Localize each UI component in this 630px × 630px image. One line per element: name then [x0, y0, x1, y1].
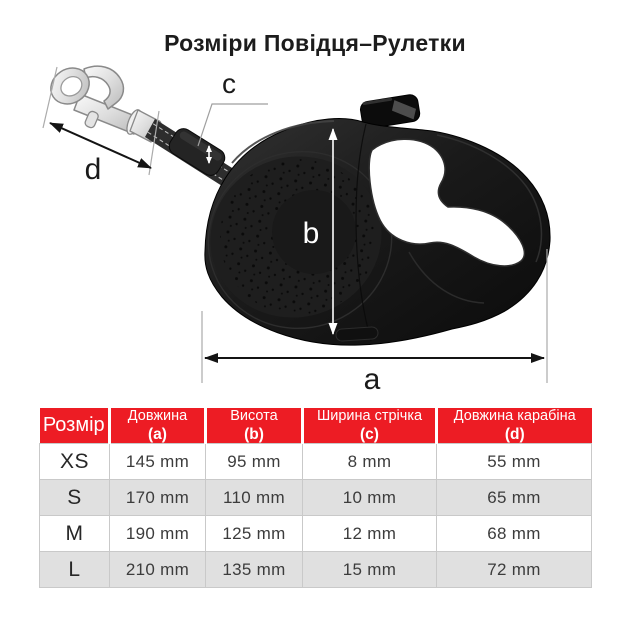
cell-length: 145 mm — [110, 444, 206, 480]
header-length-a — [110, 408, 206, 444]
bottom-tab — [336, 327, 379, 342]
cell-size: L — [40, 552, 110, 588]
dimension-label-b: b — [302, 217, 320, 250]
cell-size: XS — [40, 444, 110, 480]
header-sub: (b) — [244, 425, 264, 443]
header-title: Довжина — [127, 408, 188, 424]
cell-carabiner-length: 72 mm — [437, 552, 592, 588]
carabiner-illustration — [44, 61, 164, 143]
header-sub: (c) — [360, 425, 379, 443]
header-title: Висота — [230, 408, 278, 424]
header-carabiner-length-d — [437, 408, 592, 444]
table-row-s — [40, 480, 592, 516]
dimension-label-c: c — [222, 68, 236, 99]
leader-line-c — [198, 104, 268, 146]
cell-size: S — [40, 480, 110, 516]
table-row-l — [40, 552, 592, 588]
size-table — [39, 408, 592, 588]
cell-height: 125 mm — [206, 516, 303, 552]
cell-tape-width: 15 mm — [303, 552, 437, 588]
cell-length: 170 mm — [110, 480, 206, 516]
cell-carabiner-length: 68 mm — [437, 516, 592, 552]
dimension-label-d: d — [84, 153, 102, 186]
cell-height: 95 mm — [206, 444, 303, 480]
header-title: Ширина стрічка — [316, 408, 423, 424]
leash-body-illustration — [186, 119, 550, 352]
cell-tape-width: 12 mm — [303, 516, 437, 552]
cell-length: 190 mm — [110, 516, 206, 552]
header-sub: (d) — [504, 425, 525, 443]
header-height-b — [206, 408, 303, 444]
cell-carabiner-length: 65 mm — [437, 480, 592, 516]
header-sub: (a) — [148, 425, 167, 443]
cell-tape-width: 8 mm — [303, 444, 437, 480]
table-row-m — [40, 516, 592, 552]
header-title: Довжина карабіна — [453, 408, 576, 424]
page-title: Розміри Повідця–Рулетки — [164, 30, 466, 56]
table-header-row — [40, 408, 592, 444]
tape-sleeve — [166, 125, 228, 178]
header-tape-width-c — [303, 408, 437, 444]
cell-length: 210 mm — [110, 552, 206, 588]
table-row-xs — [40, 444, 592, 480]
cell-tape-width: 10 mm — [303, 480, 437, 516]
cell-height: 110 mm — [206, 480, 303, 516]
dimension-label-a: a — [363, 363, 381, 396]
cell-height: 135 mm — [206, 552, 303, 588]
header-size: Розмір — [40, 408, 110, 444]
cell-size: M — [40, 516, 110, 552]
cell-carabiner-length: 55 mm — [437, 444, 592, 480]
